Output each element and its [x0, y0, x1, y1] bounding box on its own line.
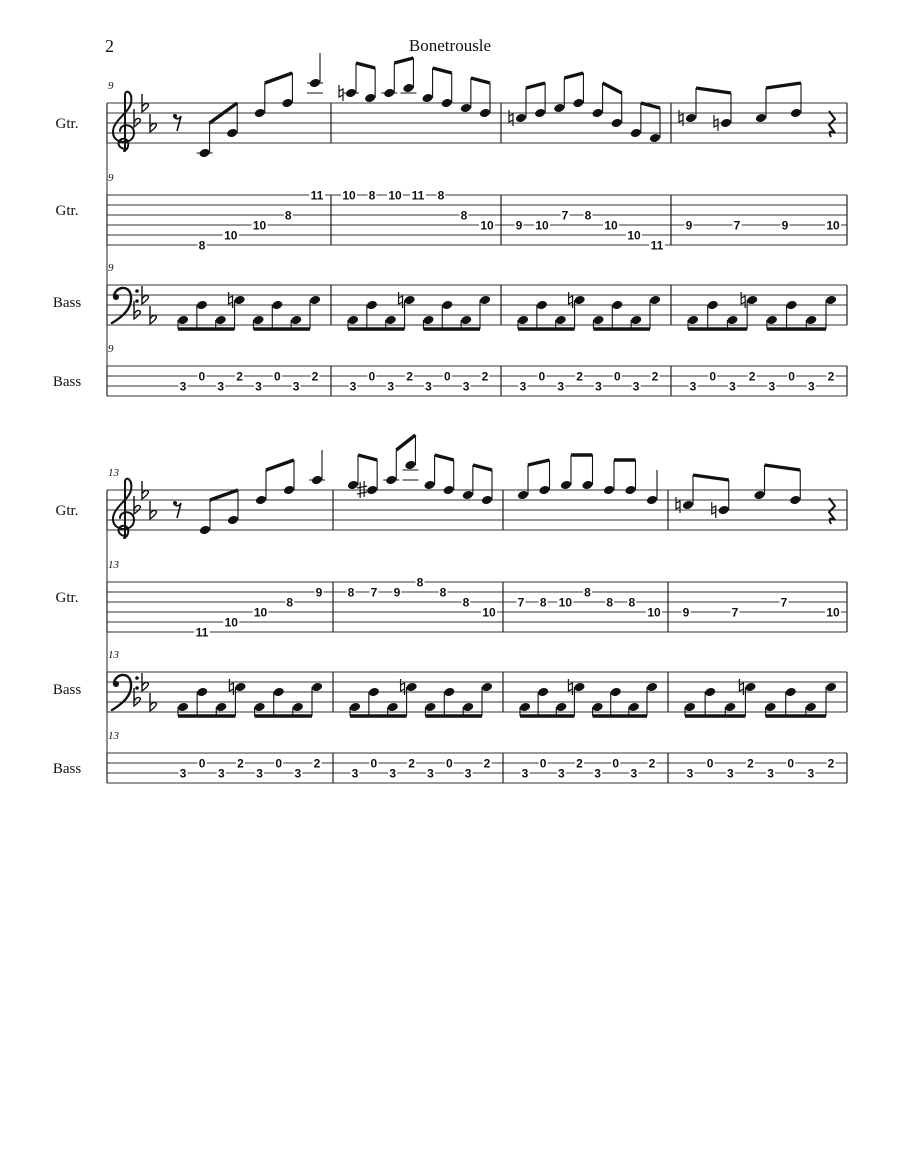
- bass-note: [519, 702, 531, 713]
- bass-fret-number: 3: [351, 766, 359, 781]
- bass-fret-number: 0: [787, 756, 795, 771]
- guitar-fret-number: 8: [198, 238, 206, 253]
- guitar-note: [404, 460, 416, 471]
- guitar-note: [515, 113, 527, 124]
- guitar-fret-number: 10: [224, 228, 238, 243]
- guitar-fret-number: 10: [480, 218, 494, 233]
- beam: [526, 83, 545, 88]
- natural-icon: [739, 679, 743, 695]
- guitar-fret-number: 8: [628, 595, 636, 610]
- guitar-note: [789, 495, 801, 506]
- bass-note: [646, 682, 658, 693]
- guitar-fret-number: 8: [416, 575, 424, 590]
- bass-fret-number: 3: [217, 766, 225, 781]
- beam: [765, 465, 801, 470]
- guitar-note: [281, 98, 293, 109]
- guitar-fret-number: 7: [780, 595, 788, 610]
- bass-fret-number: 0: [706, 756, 714, 771]
- guitar-note: [720, 118, 732, 129]
- bass-fret-number: 3: [387, 379, 395, 394]
- guitar-note: [366, 485, 378, 496]
- bass-note: [233, 295, 245, 306]
- bass-fret-number: 2: [481, 369, 489, 384]
- beam: [396, 435, 415, 450]
- guitar-fret-number: 10: [224, 615, 238, 630]
- guitar-fret-number: 8: [284, 208, 292, 223]
- beam: [210, 490, 238, 500]
- guitar-note: [538, 485, 550, 496]
- measure-number: 13: [108, 467, 119, 479]
- bass-note: [481, 682, 493, 693]
- bass-fret-number: 3: [255, 379, 262, 394]
- bass-note: [746, 295, 758, 306]
- bass-note: [707, 300, 719, 311]
- guitar-note: [402, 83, 414, 94]
- guitar-fret-number: 8: [286, 595, 294, 610]
- bass-note: [460, 315, 472, 326]
- bass-note: [536, 300, 548, 311]
- guitar-fret-number: 8: [439, 585, 447, 600]
- guitar-fret-number: 10: [826, 218, 840, 233]
- beam: [266, 460, 294, 470]
- bass-note: [424, 702, 436, 713]
- natural-icon: [509, 110, 513, 126]
- guitar-note: [198, 148, 210, 159]
- bass-note: [591, 702, 603, 713]
- guitar-note: [283, 485, 295, 496]
- bass-fret-number: 2: [648, 756, 656, 771]
- guitar-fret-number: 11: [310, 188, 324, 203]
- bass-fret-number: 3: [179, 766, 187, 781]
- guitar-fret-number: 10: [826, 605, 840, 620]
- bass-note: [253, 702, 265, 713]
- bass-fret-number: 3: [767, 766, 774, 781]
- natural-icon: [229, 292, 233, 308]
- bass-fret-number: 3: [464, 766, 472, 781]
- bass-fret-number: 0: [613, 369, 621, 384]
- guitar-note: [517, 490, 529, 501]
- bass-note: [611, 300, 623, 311]
- beam: [766, 83, 801, 88]
- guitar-note: [624, 485, 636, 496]
- bass-note: [684, 702, 696, 713]
- guitar-note: [649, 133, 661, 144]
- bass-fret-number: 2: [748, 369, 756, 384]
- bass-fret-number: 3: [630, 766, 638, 781]
- bass-note: [766, 315, 778, 326]
- bass-fret-number: 3: [292, 379, 300, 394]
- bass-staff-label: Bass: [52, 295, 82, 311]
- guitar-note: [460, 103, 472, 114]
- bass-fret-number: 3: [686, 766, 694, 781]
- beam: [693, 475, 729, 480]
- bass-note: [649, 295, 661, 306]
- bass-note: [347, 315, 359, 326]
- bass-note: [366, 300, 378, 311]
- bass-fret-number: 0: [275, 756, 283, 771]
- eighth-rest-icon: [173, 501, 177, 505]
- guitar-fret-number: 8: [460, 208, 468, 223]
- bass-fret-number: 2: [576, 756, 583, 771]
- measure-number: 13: [108, 730, 119, 742]
- bass-note: [405, 682, 417, 693]
- bass-note: [271, 300, 283, 311]
- bass-note: [311, 682, 323, 693]
- guitar-note: [790, 108, 802, 119]
- beam: [471, 78, 490, 83]
- eighth-rest-icon: [173, 114, 177, 118]
- natural-icon: [679, 110, 683, 126]
- bass-fret-number: 0: [445, 756, 453, 771]
- bass-note: [309, 295, 321, 306]
- guitar-note: [603, 485, 615, 496]
- measure-number: 13: [108, 649, 119, 661]
- guitar-fret-number: 9: [393, 585, 401, 600]
- gtr-staff-label: Gtr.: [55, 503, 79, 519]
- guitar-note: [311, 475, 323, 486]
- guitar-note: [255, 495, 267, 506]
- natural-icon: [229, 679, 233, 695]
- natural-icon: [569, 292, 573, 308]
- bass-note: [687, 315, 699, 326]
- bass-note: [196, 687, 208, 698]
- piece-title: Bonetrousle: [408, 36, 492, 55]
- bass-note: [387, 702, 399, 713]
- bass-fret-number: 0: [273, 369, 281, 384]
- bass-note: [628, 702, 640, 713]
- bass-fret-number: 2: [236, 369, 243, 384]
- guitar-note: [309, 78, 321, 89]
- guitar-note: [481, 495, 493, 506]
- measure-number: 9: [108, 262, 114, 274]
- guitar-fret-number: 7: [733, 218, 741, 233]
- guitar-fret-number: 9: [682, 605, 690, 620]
- guitar-note: [421, 93, 433, 104]
- guitar-note: [581, 480, 593, 491]
- guitar-fret-number: 7: [517, 595, 525, 610]
- bass-note: [630, 315, 642, 326]
- guitar-note: [227, 515, 239, 526]
- bass-fret-number: 2: [651, 369, 659, 384]
- bass-note: [403, 295, 415, 306]
- bass-note: [215, 315, 227, 326]
- bass-note: [368, 687, 380, 698]
- guitar-note: [254, 108, 266, 119]
- bass-fret-number: 3: [256, 766, 263, 781]
- guitar-note: [226, 128, 238, 139]
- guitar-note: [423, 480, 435, 491]
- bass-fret-number: 2: [576, 369, 583, 384]
- beam: [356, 63, 375, 68]
- measure-number: 9: [108, 80, 114, 92]
- guitar-fret-number: 8: [347, 585, 355, 600]
- guitar-fret-number: 10: [342, 188, 356, 203]
- guitar-fret-number: 10: [482, 605, 496, 620]
- bass-fret-number: 3: [807, 379, 815, 394]
- guitar-fret-number: 8: [462, 595, 470, 610]
- bass-fret-number: 2: [406, 369, 413, 384]
- bass-note: [252, 315, 264, 326]
- natural-icon: [399, 292, 403, 308]
- bass-fret-number: 3: [689, 379, 697, 394]
- beam: [564, 73, 583, 78]
- guitar-fret-number: 11: [195, 625, 209, 640]
- guitar-note: [572, 98, 584, 109]
- bass-fret-number: 2: [313, 756, 321, 771]
- bass-note: [805, 315, 817, 326]
- guitar-fret-number: 8: [606, 595, 614, 610]
- bass-note: [290, 315, 302, 326]
- bass-note: [273, 687, 285, 698]
- bass-note: [462, 702, 474, 713]
- beam: [528, 460, 550, 465]
- bass-fret-number: 3: [807, 766, 815, 781]
- measure-number: 9: [108, 172, 114, 184]
- beam: [603, 83, 622, 93]
- guitar-fret-number: 10: [388, 188, 402, 203]
- guitar-fret-number: 10: [253, 605, 268, 620]
- natural-icon: [339, 85, 343, 101]
- bass-fret-number: 3: [557, 766, 565, 781]
- guitar-note: [199, 525, 211, 536]
- bass-fret-number: 3: [217, 379, 225, 394]
- bass-note: [610, 687, 622, 698]
- bass-fret-number: 3: [595, 379, 602, 394]
- guitar-note: [385, 475, 397, 486]
- guitar-note: [383, 88, 395, 99]
- bass-fret-number: 3: [726, 766, 734, 781]
- bass-note: [177, 315, 189, 326]
- bass-fret-number: 2: [827, 756, 835, 771]
- guitar-fret-number: 7: [731, 605, 739, 620]
- natural-icon: [401, 679, 405, 695]
- bass-fret-number: 0: [788, 369, 795, 384]
- bass-fret-number: 2: [408, 756, 415, 771]
- guitar-note: [611, 118, 623, 129]
- bass-fret-number: 3: [632, 379, 640, 394]
- guitar-note: [364, 93, 376, 104]
- guitar-fret-number: 7: [561, 208, 569, 223]
- bass-fret-number: 3: [389, 766, 397, 781]
- bass-fret-number: 3: [179, 379, 187, 394]
- gtr-tab-label: Gtr.: [55, 203, 79, 219]
- bass-note: [726, 315, 738, 326]
- bass-fret-number: 3: [521, 766, 529, 781]
- guitar-note: [443, 485, 455, 496]
- bass-note: [422, 315, 434, 326]
- bass-fret-number: 3: [427, 766, 434, 781]
- measure-number: 9: [108, 343, 114, 355]
- guitar-fret-number: 11: [411, 188, 425, 203]
- bass-note: [592, 315, 604, 326]
- guitar-fret-number: 10: [535, 218, 549, 233]
- guitar-fret-number: 8: [437, 188, 445, 203]
- bass-fret-number: 3: [462, 379, 470, 394]
- beam: [435, 455, 454, 460]
- bass-note: [292, 702, 304, 713]
- bass-fret-number: 3: [594, 766, 601, 781]
- bass-fret-number: 2: [827, 369, 835, 384]
- bass-fret-number: 0: [612, 756, 620, 771]
- bass-fret-number: 2: [483, 756, 491, 771]
- bass-note: [385, 315, 397, 326]
- bass-fret-number: 3: [768, 379, 776, 394]
- bass-note: [177, 702, 189, 713]
- guitar-note: [462, 490, 474, 501]
- guitar-fret-number: 11: [650, 238, 664, 253]
- bass-note: [825, 682, 837, 693]
- guitar-fret-number: 8: [584, 585, 591, 600]
- flat-icon: [134, 688, 140, 706]
- bass-fret-number: 0: [709, 369, 717, 384]
- guitar-fret-number: 9: [515, 218, 523, 233]
- bass-note: [196, 300, 208, 311]
- guitar-note: [347, 480, 359, 491]
- bass-note: [479, 295, 491, 306]
- bass-note: [825, 295, 837, 306]
- guitar-note: [345, 88, 357, 99]
- treble-clef-icon: [113, 92, 134, 151]
- bass-fret-number: 0: [538, 369, 546, 384]
- treble-clef-icon: [113, 479, 134, 538]
- guitar-note: [591, 108, 603, 119]
- guitar-fret-number: 8: [368, 188, 376, 203]
- guitar-note: [534, 108, 546, 119]
- guitar-fret-number: 9: [685, 218, 693, 233]
- bass-note: [443, 687, 455, 698]
- bass-fret-number: 2: [311, 369, 319, 384]
- bass-note: [555, 702, 567, 713]
- bass-note: [555, 315, 567, 326]
- beam: [394, 58, 413, 63]
- guitar-note: [685, 113, 697, 124]
- guitar-note: [646, 495, 658, 506]
- guitar-fret-number: 10: [252, 218, 267, 233]
- bass-note: [805, 702, 817, 713]
- guitar-fret-number: 10: [627, 228, 641, 243]
- guitar-fret-number: 10: [558, 595, 573, 610]
- bass-fret-number: 2: [237, 756, 244, 771]
- guitar-note: [682, 500, 694, 511]
- natural-icon: [568, 679, 572, 695]
- bass-fret-number: 2: [747, 756, 754, 771]
- bass-note: [573, 295, 585, 306]
- flat-icon: [134, 496, 140, 514]
- bass-fret-number: 3: [349, 379, 357, 394]
- beam: [358, 455, 377, 460]
- natural-icon: [741, 292, 745, 308]
- flat-icon: [134, 301, 140, 319]
- guitar-fret-number: 9: [315, 585, 323, 600]
- flat-icon: [134, 109, 140, 127]
- guitar-fret-number: 10: [647, 605, 661, 620]
- bass-fret-number: 3: [519, 379, 527, 394]
- guitar-note: [479, 108, 491, 119]
- beam: [473, 465, 492, 470]
- bass-fret-number: 0: [368, 369, 376, 384]
- bass-staff-label: Bass: [52, 682, 82, 698]
- beam: [265, 73, 293, 83]
- gtr-staff-label: Gtr.: [55, 116, 79, 132]
- bass-fret-number: 3: [425, 379, 432, 394]
- guitar-note: [560, 480, 572, 491]
- bass-fret-number: 0: [443, 369, 451, 384]
- bass-note: [517, 315, 529, 326]
- bass-note: [215, 702, 227, 713]
- gtr-tab-label: Gtr.: [55, 590, 79, 606]
- bass-note: [349, 702, 361, 713]
- beam: [641, 103, 660, 108]
- bass-note: [744, 682, 756, 693]
- bass-fret-number: 3: [729, 379, 736, 394]
- bass-note: [573, 682, 585, 693]
- guitar-fret-number: 9: [781, 218, 789, 233]
- guitar-note: [553, 103, 565, 114]
- bass-note: [234, 682, 246, 693]
- bass-fret-number: 3: [557, 379, 565, 394]
- bass-fret-number: 0: [198, 369, 206, 384]
- guitar-fret-number: 7: [370, 585, 378, 600]
- guitar-fret-number: 8: [584, 208, 592, 223]
- bass-note: [785, 300, 797, 311]
- natural-icon: [676, 497, 680, 513]
- guitar-note: [718, 505, 730, 516]
- bass-fret-number: 0: [370, 756, 378, 771]
- bass-tab-label: Bass: [52, 761, 82, 777]
- guitar-note: [755, 113, 767, 124]
- bass-note: [724, 702, 736, 713]
- bass-note: [441, 300, 453, 311]
- guitar-note: [441, 98, 453, 109]
- bass-note: [537, 687, 549, 698]
- bass-tab-label: Bass: [52, 374, 82, 390]
- guitar-fret-number: 10: [604, 218, 618, 233]
- bass-fret-number: 3: [294, 766, 302, 781]
- bass-fret-number: 0: [539, 756, 547, 771]
- guitar-note: [753, 490, 765, 501]
- bass-note: [785, 687, 797, 698]
- bass-note: [764, 702, 776, 713]
- guitar-note: [630, 128, 642, 139]
- beam: [696, 88, 731, 93]
- page-number: 2: [105, 36, 114, 56]
- bass-fret-number: 0: [198, 756, 206, 771]
- bass-note: [704, 687, 716, 698]
- measure-number: 13: [108, 559, 119, 571]
- beam: [433, 68, 452, 73]
- guitar-fret-number: 8: [539, 595, 547, 610]
